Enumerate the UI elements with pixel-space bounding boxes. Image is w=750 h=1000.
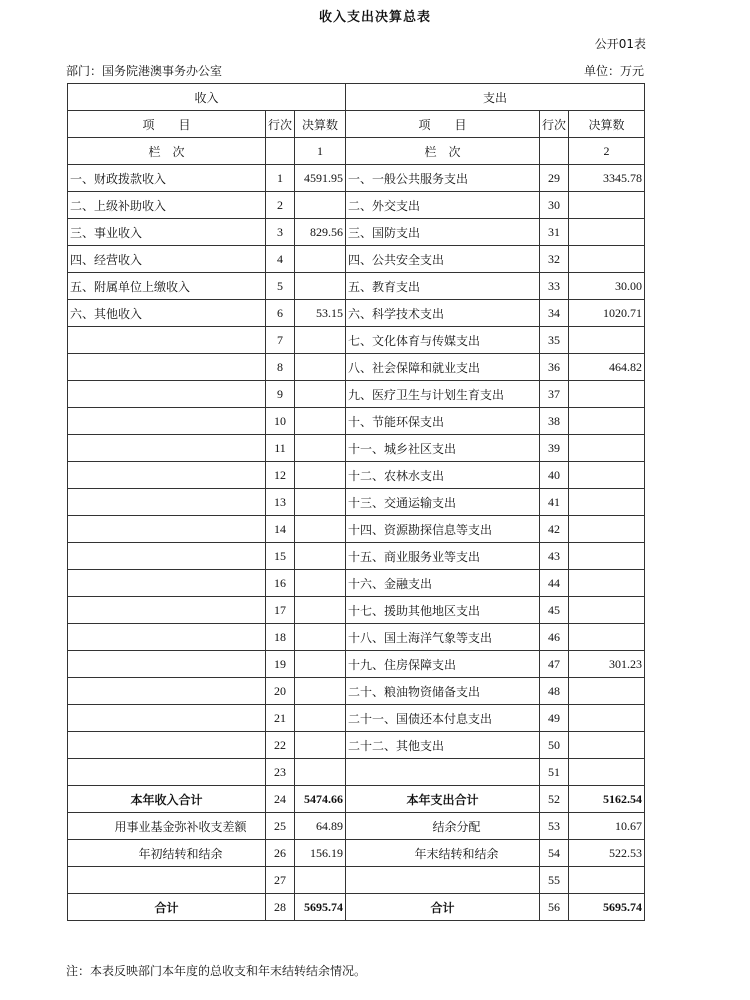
income-header: 收入 [68,84,346,111]
income-amount [295,732,346,759]
expense-amount [569,435,645,462]
footnote: 注：本表反映部门本年度的总收支和年末结转结余情况。 [66,964,367,978]
income-amount [295,759,346,786]
expense-item: 八、社会保障和就业支出 [346,354,540,381]
income-item [68,570,266,597]
table-row [68,273,645,300]
expense-amount [569,246,645,273]
income-row-no: 19 [266,651,295,678]
expense-row-no: 39 [540,435,569,462]
summary-expense-amount: 10.67 [569,813,645,840]
income-item [68,435,266,462]
report-title: 收入支出决算总表 [318,10,431,25]
income-item: 六、其他收入 [68,300,266,327]
expense-amount [569,732,645,759]
table-row [68,435,645,462]
income-row-no: 20 [266,678,295,705]
income-item [68,651,266,678]
expense-row-no: 43 [540,543,569,570]
income-item [68,327,266,354]
income-row-no: 1 [266,165,295,192]
summary-income-amount: 5695.74 [295,894,346,921]
summary-expense-amount [569,867,645,894]
income-row-no: 9 [266,381,295,408]
expense-row-no: 45 [540,597,569,624]
summary-expense-row-no: 52 [540,786,569,813]
expense-item: 三、国防支出 [346,219,540,246]
income-item [68,732,266,759]
income-amount [295,381,346,408]
income-item [68,516,266,543]
expense-amount [569,516,645,543]
income-item: 五、附属单位上缴收入 [68,273,266,300]
expense-row-no: 44 [540,570,569,597]
table-row [68,327,645,354]
expense-row-no: 31 [540,219,569,246]
expense-amount [569,489,645,516]
income-amount [295,678,346,705]
summary-expense-item: 本年支出合计 [346,786,540,813]
income-amount [295,651,346,678]
expense-item-header: 项 目 [346,111,540,138]
summary-row [68,840,645,867]
expense-amount [569,543,645,570]
income-amount: 53.15 [295,300,346,327]
expense-header: 支出 [346,84,645,111]
expense-item: 二、外交支出 [346,192,540,219]
income-amount [295,489,346,516]
income-amount [295,246,346,273]
expense-item [346,759,540,786]
income-item: 一、财政拨款收入 [68,165,266,192]
expense-amount [569,462,645,489]
income-row-no: 4 [266,246,295,273]
income-item: 三、事业收入 [68,219,266,246]
expense-amount: 301.23 [569,651,645,678]
income-item [68,381,266,408]
summary-expense-amount: 5695.74 [569,894,645,921]
income-item [68,408,266,435]
expense-row-no: 29 [540,165,569,192]
income-row-no: 7 [266,327,295,354]
expense-row-no: 47 [540,651,569,678]
income-item [68,705,266,732]
summary-expense-row-no: 56 [540,894,569,921]
income-item [68,354,266,381]
table-row [68,462,645,489]
expense-col-number: 2 [569,138,645,165]
expense-row-no: 37 [540,381,569,408]
expense-item: 十四、资源勘探信息等支出 [346,516,540,543]
income-amount: 4591.95 [295,165,346,192]
expense-amount: 30.00 [569,273,645,300]
table-row [68,624,645,651]
income-row-no: 15 [266,543,295,570]
summary-expense-item [346,867,540,894]
column-number-row [68,138,645,165]
income-col-number: 1 [295,138,346,165]
income-item [68,624,266,651]
expense-item: 十、节能环保支出 [346,408,540,435]
expense-row-no: 41 [540,489,569,516]
table-row [68,489,645,516]
summary-income-item: 本年收入合计 [68,786,266,813]
expense-row-no: 32 [540,246,569,273]
expense-item: 五、教育支出 [346,273,540,300]
expense-item: 六、科学技术支出 [346,300,540,327]
expense-row-no: 49 [540,705,569,732]
summary-expense-row-no: 53 [540,813,569,840]
table-row [68,246,645,273]
income-amount [295,597,346,624]
expense-amount [569,570,645,597]
income-amount [295,192,346,219]
expense-amount [569,678,645,705]
expense-row-no-header: 行次 [540,111,569,138]
income-row-no: 3 [266,219,295,246]
summary-expense-item: 结余分配 [346,813,540,840]
income-item [68,597,266,624]
summary-row [68,813,645,840]
income-row-no: 14 [266,516,295,543]
table-row [68,408,645,435]
income-amount [295,408,346,435]
summary-expense-item: 年末结转和结余 [346,840,540,867]
table-row [68,705,645,732]
income-amount [295,462,346,489]
expense-row-no: 33 [540,273,569,300]
expense-amount [569,759,645,786]
summary-expense-row-no: 55 [540,867,569,894]
expense-lanci-label: 栏 次 [346,138,540,165]
department-label: 部门：国务院港澳事务办公室 [66,64,223,78]
income-row-no: 10 [266,408,295,435]
expense-amount [569,705,645,732]
unit-label: 单位：万元 [583,64,644,78]
summary-income-item: 年初结转和结余 [68,840,266,867]
expense-item: 十九、住房保障支出 [346,651,540,678]
income-item [68,543,266,570]
section-header-row [68,84,645,111]
income-item-header: 项 目 [68,111,266,138]
expense-item: 十六、金融支出 [346,570,540,597]
income-row-no: 5 [266,273,295,300]
table-row [68,516,645,543]
expense-item: 四、公共安全支出 [346,246,540,273]
income-amount [295,435,346,462]
table-row [68,570,645,597]
summary-expense-amount: 5162.54 [569,786,645,813]
table-row [68,354,645,381]
expense-amount [569,219,645,246]
income-row-no: 13 [266,489,295,516]
income-item [68,678,266,705]
table-row [68,759,645,786]
expense-item: 九、医疗卫生与计划生育支出 [346,381,540,408]
income-row-no: 22 [266,732,295,759]
summary-income-row-no: 26 [266,840,295,867]
expense-item: 十八、国土海洋气象等支出 [346,624,540,651]
table-row [68,192,645,219]
summary-income-amount [295,867,346,894]
expense-amount-header: 决算数 [569,111,645,138]
expense-item: 十一、城乡社区支出 [346,435,540,462]
income-row-no: 2 [266,192,295,219]
income-amount [295,624,346,651]
summary-income-row-no: 27 [266,867,295,894]
expense-amount [569,597,645,624]
income-amount [295,354,346,381]
expense-amount: 3345.78 [569,165,645,192]
expense-amount: 1020.71 [569,300,645,327]
income-row-no: 12 [266,462,295,489]
expense-row-no: 34 [540,300,569,327]
table-row [68,651,645,678]
expense-item: 十二、农林水支出 [346,462,540,489]
summary-income-row-no: 24 [266,786,295,813]
expense-amount: 464.82 [569,354,645,381]
expense-item: 二十二、其他支出 [346,732,540,759]
expense-item: 一、一般公共服务支出 [346,165,540,192]
expense-row-no: 36 [540,354,569,381]
table-row [68,597,645,624]
expense-row-no: 48 [540,678,569,705]
income-amount [295,570,346,597]
summary-row [68,867,645,894]
income-item: 二、上级补助收入 [68,192,266,219]
summary-expense-amount: 522.53 [569,840,645,867]
summary-income-item [68,867,266,894]
table-row [68,219,645,246]
summary-income-row-no: 28 [266,894,295,921]
income-amount [295,516,346,543]
expense-item: 二十、粮油物资储备支出 [346,678,540,705]
form-code: 公开01表 [594,37,646,51]
expense-row-no: 38 [540,408,569,435]
table-row [68,381,645,408]
table-row [68,165,645,192]
income-item [68,759,266,786]
summary-income-amount: 5474.66 [295,786,346,813]
income-row-no: 6 [266,300,295,327]
summary-expense-item: 合计 [346,894,540,921]
summary-row [68,894,645,921]
income-item [68,462,266,489]
summary-expense-row-no: 54 [540,840,569,867]
expense-item: 十三、交通运输支出 [346,489,540,516]
table-row [68,678,645,705]
income-lanci-empty [266,138,295,165]
summary-row [68,786,645,813]
expense-amount [569,327,645,354]
expense-row-no: 30 [540,192,569,219]
income-row-no: 21 [266,705,295,732]
income-expense-table [67,83,645,921]
expense-row-no: 46 [540,624,569,651]
summary-income-item: 合计 [68,894,266,921]
income-row-no-header: 行次 [266,111,295,138]
income-row-no: 23 [266,759,295,786]
income-item [68,489,266,516]
summary-income-amount: 156.19 [295,840,346,867]
expense-amount [569,192,645,219]
income-row-no: 17 [266,597,295,624]
expense-row-no: 40 [540,462,569,489]
expense-item: 十七、援助其他地区支出 [346,597,540,624]
income-row-no: 16 [266,570,295,597]
income-amount [295,327,346,354]
expense-amount [569,408,645,435]
income-amount [295,705,346,732]
expense-item: 七、文化体育与传媒支出 [346,327,540,354]
expense-row-no: 51 [540,759,569,786]
summary-income-amount: 64.89 [295,813,346,840]
income-row-no: 18 [266,624,295,651]
table-row [68,543,645,570]
expense-item: 二十一、国债还本付息支出 [346,705,540,732]
column-header-row [68,111,645,138]
income-item: 四、经营收入 [68,246,266,273]
income-row-no: 8 [266,354,295,381]
expense-row-no: 42 [540,516,569,543]
income-row-no: 11 [266,435,295,462]
summary-income-item: 用事业基金弥补收支差额 [68,813,266,840]
expense-item: 十五、商业服务业等支出 [346,543,540,570]
table-row [68,300,645,327]
table-row [68,732,645,759]
expense-lanci-empty [540,138,569,165]
income-amount [295,273,346,300]
expense-amount [569,624,645,651]
expense-amount [569,381,645,408]
income-amount [295,543,346,570]
income-amount-header: 决算数 [295,111,346,138]
income-amount: 829.56 [295,219,346,246]
expense-row-no: 35 [540,327,569,354]
income-lanci-label: 栏 次 [68,138,266,165]
expense-row-no: 50 [540,732,569,759]
summary-income-row-no: 25 [266,813,295,840]
